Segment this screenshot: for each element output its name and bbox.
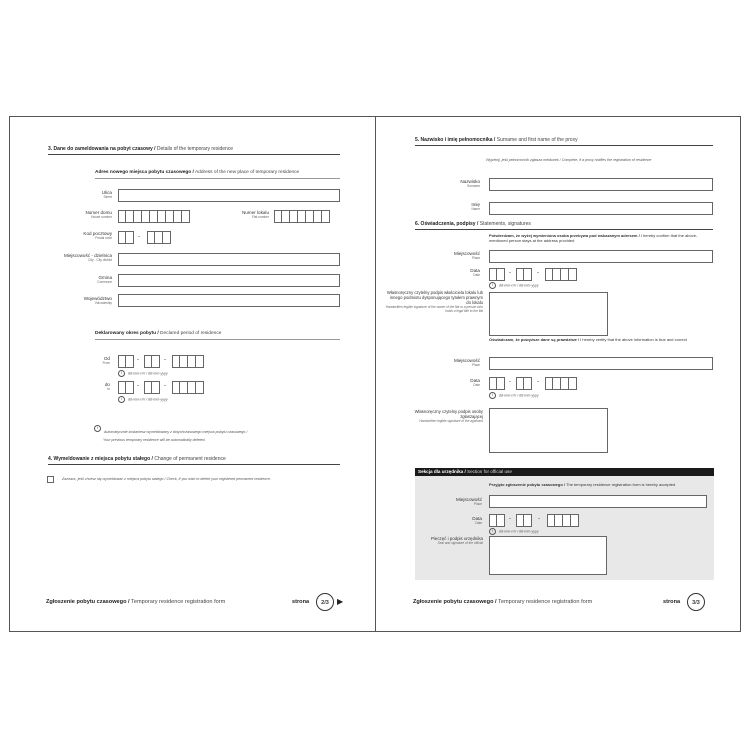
- date-dash: -: [509, 270, 511, 276]
- owner-date-hint: i dd-mm-rrrr / dd-mm-yyyy: [489, 282, 539, 289]
- section-4-rule: [48, 464, 340, 465]
- owner-place-field[interactable]: [489, 250, 713, 263]
- voivodeship-field[interactable]: [118, 294, 340, 307]
- proxy-note: Wypełnij, jeśli pełnomocnik zgłasza meldunek / Complete, if a proxy notifies the registration of residence: [486, 158, 652, 162]
- owner-date-year[interactable]: [545, 268, 577, 281]
- proxy-surname-field[interactable]: [489, 178, 713, 191]
- date-dash: -: [164, 383, 166, 389]
- date-dash: -: [137, 383, 139, 389]
- owner-date-month[interactable]: [516, 268, 532, 281]
- to-month-field[interactable]: [144, 381, 160, 394]
- section-6-title: 6. Oświadczenia, podpisy / Statements, signatures: [415, 221, 531, 227]
- owner-signature-label: Własnoręczny czytelny podpis właściciela lokalu lub innego podmiotu dysponującego tytułem prawnym do lokalu Handwritten legible signature of the owner of the flat or a person who holds a legal title to the flat: [385, 290, 483, 313]
- official-place-field[interactable]: [489, 495, 707, 508]
- official-stamp-label: Pieczęć i podpis urzędnika Seal and signature of the official: [431, 536, 483, 545]
- proxy-name-field[interactable]: [489, 202, 713, 215]
- surname-label: Nazwisko Surname: [460, 179, 480, 188]
- to-year-field[interactable]: [172, 381, 204, 394]
- applicant-date-hint: i dd-mm-rrrr / dd-mm-yyyy: [489, 392, 539, 399]
- from-year-field[interactable]: [172, 355, 204, 368]
- postal-dash: -: [138, 234, 140, 240]
- city-label: Miejscowość - dzielnica City - City district: [64, 253, 112, 262]
- to-day-field[interactable]: [118, 381, 134, 394]
- postal-code-part2[interactable]: [147, 231, 171, 244]
- applicant-signature-box[interactable]: [489, 408, 608, 453]
- voivodeship-label: Województwo Voivodeship: [83, 296, 112, 305]
- section-4-title: 4. Wymeldowanie z miejsca pobytu stałego / Change of permanent residence: [48, 456, 226, 462]
- footer-title: Zgłoszenie pobytu czasowego / Temporary residence registration form: [46, 599, 226, 605]
- from-label: Od From: [102, 356, 110, 365]
- date-label: Data Date: [470, 378, 480, 387]
- from-day-field[interactable]: [118, 355, 134, 368]
- next-page-arrow-icon[interactable]: ▶: [337, 597, 344, 606]
- info-icon: i: [489, 528, 496, 535]
- date-dash: -: [137, 357, 139, 363]
- date-dash: -: [537, 379, 539, 385]
- house-number-field[interactable]: [118, 210, 190, 223]
- applicant-place-field[interactable]: [489, 357, 713, 370]
- street-label: Ulica Street: [101, 190, 112, 199]
- flat-number-field[interactable]: [274, 210, 330, 223]
- address-rule: [95, 178, 340, 179]
- footer-title: Zgłoszenie pobytu czasowego / Temporary residence registration form: [413, 599, 593, 605]
- address-heading: Adres nowego miejsca pobytu czasowego / Address of the new place of temporary residence: [95, 170, 300, 175]
- postal-code-label: Kod pocztowy Postal code: [83, 231, 112, 240]
- info-icon: i: [118, 370, 125, 377]
- delete-permanent-label: Zaznacz, jeśli chcesz się wymeldować z miejsca pobytu stałego / Check, if you wish to delete your registered permanent residence.: [62, 477, 271, 481]
- date-dash: -: [164, 357, 166, 363]
- applicant-date-month[interactable]: [516, 377, 532, 390]
- info-icon: i: [489, 392, 496, 399]
- accepted-statement: Przyjęto zgłoszenie pobytu czasowego / The temporary residence registration form is hereby accepted: [489, 482, 676, 487]
- section-3-rule: [48, 154, 340, 155]
- official-date-day[interactable]: [489, 514, 505, 527]
- delete-permanent-checkbox[interactable]: [47, 476, 54, 483]
- city-field[interactable]: [118, 253, 340, 266]
- section-6-rule: [415, 229, 713, 230]
- auto-delete-note: iAutomatycznie zostaniesz wymeldowany z dotychczasowego miejsca pobytu czasowego / Your previous temporary residence will be automatically deleted.: [94, 420, 247, 442]
- date-dash: -: [537, 270, 539, 276]
- page-divider: [375, 116, 376, 632]
- place-label: Miejscowość Place: [453, 251, 480, 260]
- name-label: Imię Name: [471, 202, 480, 211]
- date-dash: -: [509, 516, 511, 522]
- section-3-title: 3. Dane do zameldowania na pobyt czasowy / Details of the temporary residence: [48, 146, 234, 152]
- commune-label: Gmina Commune: [97, 275, 112, 284]
- street-field[interactable]: [118, 189, 340, 202]
- info-icon: i: [118, 396, 125, 403]
- page-number-badge: 2/3: [316, 593, 334, 611]
- official-date-label: Data Date: [472, 516, 482, 525]
- official-date-month[interactable]: [516, 514, 532, 527]
- from-month-field[interactable]: [144, 355, 160, 368]
- date-label: Data Date: [470, 268, 480, 277]
- page-label: strona: [292, 599, 310, 605]
- flat-number-label: Numer lokalu Flat number: [241, 210, 269, 219]
- official-section-header: Sekcja dla urzędnika / Section for official use: [415, 468, 714, 476]
- house-number-label: Numer domu House number: [85, 210, 112, 219]
- info-icon: i: [94, 425, 101, 432]
- applicant-date-day[interactable]: [489, 377, 505, 390]
- to-date-hint: i dd-mm-rrrr / dd-mm-yyyy: [118, 396, 168, 403]
- owner-signature-box[interactable]: [489, 292, 608, 336]
- page-number-badge: 3/3: [687, 593, 705, 611]
- date-dash: -: [509, 379, 511, 385]
- applicant-date-year[interactable]: [545, 377, 577, 390]
- from-date-hint: i dd-mm-rrrr / dd-mm-yyyy: [118, 370, 168, 377]
- applicant-signature-label: Własnoręczny czytelny podpis osoby zgłaszającej Handwritten legible signature of the applicant: [414, 409, 483, 423]
- period-heading: Deklarowany okres pobytu / Declared period of residence: [95, 331, 222, 336]
- info-icon: i: [489, 282, 496, 289]
- place-label: Miejscowość Place: [453, 358, 480, 367]
- commune-field[interactable]: [118, 274, 340, 287]
- date-dash: -: [538, 516, 540, 522]
- to-label: do to: [104, 382, 110, 391]
- postal-code-part1[interactable]: [118, 231, 134, 244]
- section-5-title: 5. Nazwisko i imię pełnomocnika / Surname and first name of the proxy: [415, 137, 578, 143]
- official-place-label: Miejscowość Place: [455, 497, 482, 506]
- period-rule: [95, 339, 340, 340]
- official-date-hint: i dd-mm-rrrr / dd-mm-yyyy: [489, 528, 539, 535]
- official-date-year[interactable]: [547, 514, 579, 527]
- owner-date-day[interactable]: [489, 268, 505, 281]
- truth-statement: Oświadczam, że powyższe dane są prawdziwe / I hereby certify that the above information is true and correct: [489, 337, 687, 342]
- page-label: strona: [663, 599, 681, 605]
- section-5-rule: [415, 145, 713, 146]
- official-stamp-box[interactable]: [489, 536, 607, 575]
- confirm-statement: Potwierdzam, że wyżej wymieniona osoba przebywa pod wskazanym adresem / I hereby confirm that the above-mentioned person stays at the address provided: [489, 233, 698, 243]
